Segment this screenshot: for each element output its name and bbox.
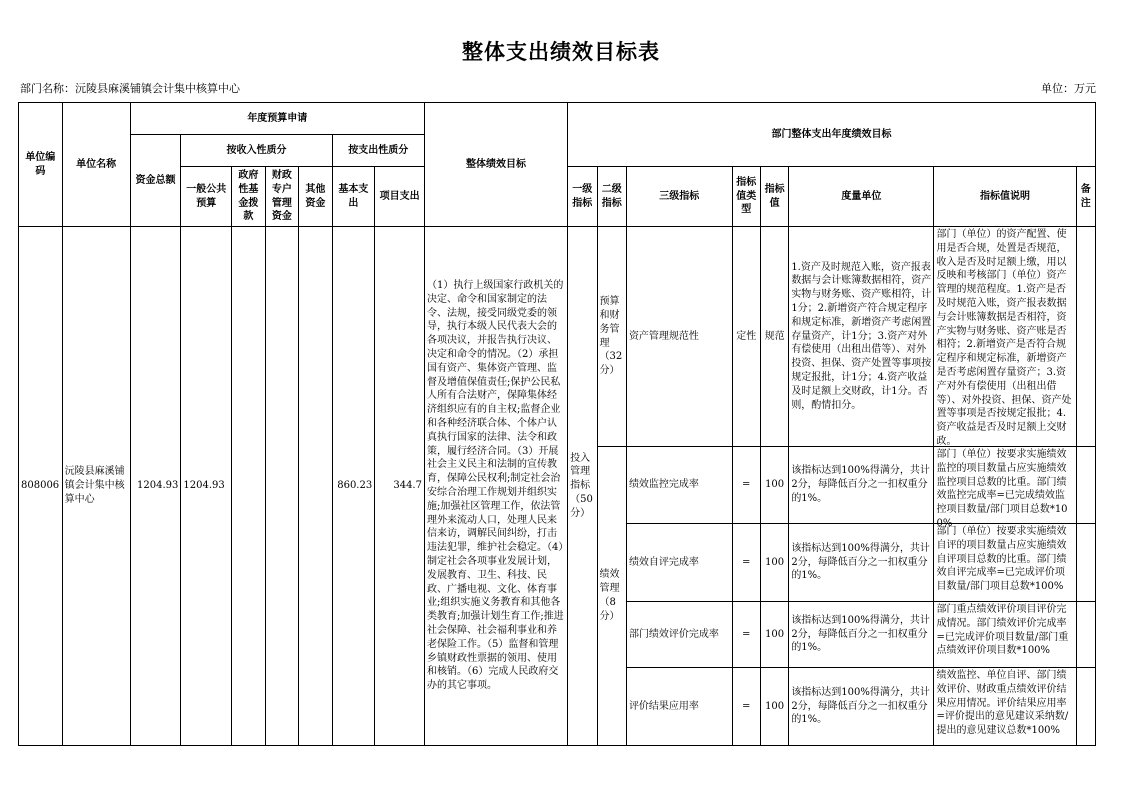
level2-cell: 绩效管理（8分）	[597, 447, 626, 746]
page-title: 整体支出绩效目标表	[462, 40, 660, 64]
indicator-desc-cell	[934, 227, 1076, 447]
header-indicator-value: 指标值	[760, 167, 788, 227]
measure-unit-cell: 该指标达到100%得满分，共计2分，每降低百分之一扣权重分的1%。	[789, 668, 934, 746]
indicator-desc-cell	[934, 447, 1076, 529]
indicator-type-cell: =	[732, 668, 760, 746]
header-by-income: 按收入性质分	[181, 135, 332, 167]
gov-fund-cell	[232, 227, 265, 746]
level2-cell: 预算和财务管理（32分）	[597, 227, 626, 447]
header-unit-code: 单位编码	[19, 103, 63, 227]
measure-unit-cell	[789, 227, 934, 447]
header-general-budget: 一般公共预算	[181, 167, 232, 227]
level1-cell: 投入管理指标（50分）	[568, 227, 597, 746]
header-project-expense: 项目支出	[375, 167, 425, 227]
measure-unit-text: 1.资产及时规范入账，资产报表数据与会计账簿数据相符，资产实物与财务账、资产账相符，计1分；2.新增资产符合规定程序和规定标准，新增资产考虑闲置存量资产，计1分；3.资产对外有偿使用（出租出借等）、对外投资、担保、资产处置等事项按规定报批，计1分；4.资产收益及时足额上交财政，计1分。否则，酌情扣分。	[791, 261, 932, 411]
header-measure-unit: 度量单位	[789, 167, 934, 227]
header-basic-expense: 基本支出	[332, 167, 375, 227]
remark-cell	[1076, 524, 1095, 602]
other-funds-cell	[299, 227, 332, 746]
level3-cell: 绩效自评完成率	[626, 524, 732, 602]
indicator-value-cell: 100	[760, 447, 788, 524]
indicator-desc-text: 部门重点绩效评价项目评价完成情况。部门绩效评价完成率=已完成评价项目数量/部门重点绩效评价项目数*100%	[936, 604, 1069, 657]
remark-cell	[1076, 668, 1095, 746]
indicator-type-cell: =	[732, 524, 760, 602]
measure-unit-cell: 该指标达到100%得满分，共计2分，每降低百分之一扣权重分的1%。	[789, 447, 934, 524]
level3-cell: 评价结果应用率	[626, 668, 732, 746]
header-level1: 一级指标	[568, 167, 597, 227]
department-name: 部门名称：沅陵县麻溪铺镇会计集中核算中心	[20, 82, 240, 95]
indicator-desc-cell	[934, 524, 1076, 602]
remark-cell	[1076, 447, 1095, 524]
level3-cell: 绩效监控完成率	[626, 447, 732, 524]
fiscal-special-cell	[265, 227, 298, 746]
header-overall-goal: 整体绩效目标	[424, 103, 567, 227]
indicator-desc-text: 部门（单位）的资产配置、使用是否合规，处置是否规范，收入是否及时足额上缴，用以反映和考核部门（单位）资产管理的规范程度。1.资产是否及时规范入账，资产报表数据与会计账簿数据是否相符，资产实物与财务账、资产账是否相符；2.新增资产是否符合规定程序和规定标准，新增资产是否考虑闲置存量资产；3.资产对外有偿使用（出租出借等）、对外投资、担保、资产处置等事项是否按规定报批；4.资产收益是否及时足额上交财政。	[936, 229, 1072, 447]
header-gov-fund: 政府性基金拨款	[232, 167, 265, 227]
indicator-type-cell: =	[732, 602, 760, 668]
level3-cell: 部门绩效评价完成率	[626, 602, 732, 668]
project-expense-cell: 344.7	[375, 227, 425, 746]
header-indicator-desc: 指标值说明	[934, 167, 1076, 227]
measure-unit-cell: 该指标达到100%得满分，共计2分，每降低百分之一扣权重分的1%。	[789, 524, 934, 602]
header-other-funds: 其他资金	[299, 167, 332, 227]
indicator-desc-text: 部门（单位）按要求实施绩效监控的项目数量占应实施绩效监控项目总数的比重。部门绩效监控完成率=已完成绩效监控项目数量/部门项目总数*100%	[936, 449, 1068, 529]
header-fiscal-special: 财政专户管理资金	[265, 167, 298, 227]
indicator-desc-cell	[934, 668, 1076, 746]
indicator-desc-text: 部门（单位）按要求实施绩效自评的项目数量占应实施绩效自评项目总数的比重。部门绩效自评完成率=已完成评价项目数量/部门项目总数*100%	[936, 526, 1067, 593]
measure-unit-cell: 该指标达到100%得满分，共计2分，每降低百分之一扣权重分的1%。	[789, 602, 934, 668]
indicator-value-cell: 规范	[760, 227, 788, 447]
header-unit-name: 单位名称	[62, 103, 130, 227]
performance-goal-table	[18, 102, 1096, 746]
header-level3: 三级指标	[626, 167, 732, 227]
unit-name-cell: 沅陵县麻溪铺镇会计集中核算中心	[62, 227, 130, 746]
header-level2: 二级指标	[597, 167, 626, 227]
indicator-desc-cell	[934, 602, 1076, 668]
remark-cell	[1076, 227, 1095, 447]
indicator-type-cell: 定性	[732, 227, 760, 447]
header-indicator-type: 指标值类型	[732, 167, 760, 227]
general-budget-cell: 1204.93	[181, 227, 232, 746]
indicator-desc-text: 绩效监控、单位自评、部门绩效评价、财政重点绩效评价结果应用情况。评价结果应用率=评价提出的意见建议采纳数/提出的意见建议总数*100%	[936, 670, 1069, 737]
unit-code-cell: 808006	[19, 227, 63, 746]
header-budget-apply: 年度预算申请	[130, 103, 424, 135]
header-remark: 备注	[1076, 167, 1095, 227]
level3-cell: 资产管理规范性	[626, 227, 732, 447]
header-by-expense: 按支出性质分	[332, 135, 424, 167]
overall-goal-cell: （1）执行上级国家行政机关的决定、命令和国家制定的法令、法规，接受同级党委的领导，执行本级人民代表大会的各项决议，并报告执行决议、决定和命令的情况。（2）承担国有资产、集体资产管理、监督及增值保值责任;保护公民私人所有合法财产，保障集体经济组织应有的自主权;监督企业和各种经济联合体、个体户认真执行国家的法律、法令和政策，履行经济合同。（3）开展社会主义民主和法制的宣传教育，保障公民权利;制定社会治安综合治理工作规划并组织实施;加强社区管理工作，依法管理外来流动人口，处理人民来信来访，调解民间纠纷，打击违法犯罪，维护社会稳定。（4）制定社会各项事业发展计划，发展教育、卫生、科技、民政、广播电视、文化、体育事业;组织实施义务教育和其他各类教育;加强计划生育工作;推进社会保障、社会福利事业和养老保险工作。（5）监督和管理乡镇财政性票据的领用、使用和核销。（6）完成人民政府交办的其它事项。	[424, 227, 567, 746]
header-dept-goal: 部门整体支出年度绩效目标	[568, 103, 1096, 167]
header-total-funds: 资金总额	[130, 135, 181, 227]
indicator-type-cell: =	[732, 447, 760, 524]
basic-expense-cell: 860.23	[332, 227, 375, 746]
total-funds-cell: 1204.93	[130, 227, 181, 746]
remark-cell	[1076, 602, 1095, 668]
currency-unit: 单位：万元	[1041, 82, 1096, 95]
indicator-value-cell: 100	[760, 524, 788, 602]
indicator-value-cell: 100	[760, 668, 788, 746]
indicator-value-cell: 100	[760, 602, 788, 668]
